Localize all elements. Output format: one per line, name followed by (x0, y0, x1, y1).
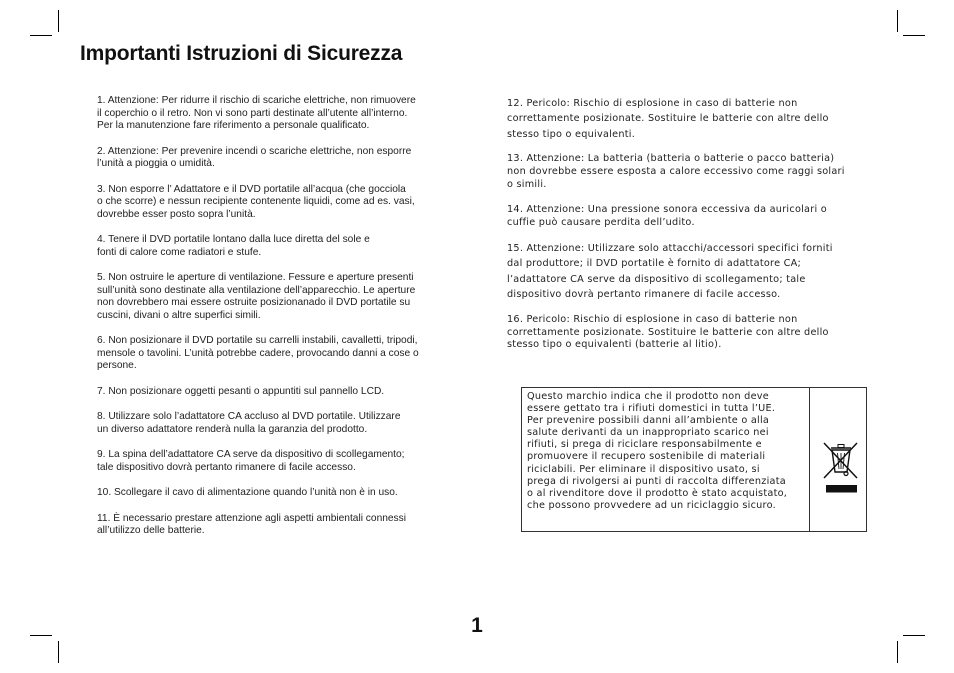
instruction-item: 3. Non esporre l’ Adattatore e il DVD portatile all’acqua (che gocciola o che scorre) e nessun recipiente contenente liquidi, come ad es. vasi, dovrebbe esser posto sopra l’unità. (97, 183, 415, 220)
crossed-out-wheelie-bin-icon (822, 440, 860, 498)
instruction-item: 15. Attenzione: Utilizzare solo attacchi/accessori specifici forniti dal produttore; il DVD portatile è fornito di adattatore CA; l’adattatore CA serve da dispositivo di scollegamento; tale dispositivo dovrà pertanto rimanere di facile accesso. (507, 242, 833, 300)
instruction-item: 10. Scollegare il cavo di alimentazione quando l’unità non è in uso. (97, 487, 398, 499)
page-title: Importanti Istruzioni di Sicurezza (80, 42, 403, 65)
weee-notice-text: Questo marchio indica che il prodotto non deve essere gettato tra i rifiuti domestici in tutta l’UE. Per prevenire possibili danni all’ambiente o alla salute derivanti da un inappropriato scarico nei rifiuti, si prega di riciclare responsabilmente e promuovere il recupero sostenibile di materiali riciclabili. Per eliminare il dispositivo usato, si prega di rivolgersi ai punti di raccolta differenziata o al rivenditore dove il prodotto è stato acquistato, che possono provvedere ad un riciclaggio sicuro. (527, 391, 788, 511)
instruction-item: 13. Attenzione: La batteria (batteria o batterie o pacco batteria) non dovrebbe essere esposta a calore eccessivo come raggi solari o simili. (507, 153, 845, 191)
crop-mark (58, 641, 59, 663)
crop-mark (30, 35, 52, 36)
crop-mark (897, 641, 898, 663)
instruction-item: 11. È necessario prestare attenzione agli aspetti ambientali connessi all’utilizzo delle batterie. (97, 512, 407, 537)
divider (809, 388, 810, 531)
instruction-item: 5. Non ostruire le aperture di ventilazione. Fessure e aperture presenti sull’unità sono destinate alla ventilazione dell’apparecchio. Le aperture non dovrebbero mai essere ostruite posizionanado il DVD portatile su cuscini, divani o altre superfici simili. (97, 272, 416, 321)
instruction-item: 7. Non posizionare oggetti pesanti o appuntiti sul pannello LCD. (97, 385, 385, 397)
instruction-item: 14. Attenzione: Una pressione sonora eccessiva da auricolari o cuffie può causare perdita dell’udito. (507, 203, 827, 228)
page-number: 1 (471, 614, 483, 637)
instruction-item: 2. Attenzione: Per prevenire incendi o scariche elettriche, non esporre l’unità a pioggia o umidità. (97, 145, 412, 170)
safety-instructions-left (97, 95, 459, 551)
instruction-item: 8. Utilizzare solo l’adattatore CA accluso al DVD portatile. Utilizzare un diverso adattatore renderà nulla la garanzia del prodotto. (97, 411, 401, 435)
crop-mark (58, 10, 59, 32)
crop-mark (897, 10, 898, 32)
instruction-item: 1. Attenzione: Per ridurre il rischio di scariche elettriche, non rimuovere il coperchio o il retro. Non vi sono parti destinate all’utente all’interno. Per la manutenzione fare riferimento a personale qualificato. (97, 95, 416, 132)
instruction-item: 4. Tenere il DVD portatile lontano dalla luce diretta del sole e fonti di calore come radiatori e stufe. (97, 234, 370, 258)
instruction-item: 6. Non posizionare il DVD portatile su carrelli instabili, cavalletti, tripodi, mensole o tavolini. L’unità potrebbe cadere, provocando danni a cose o persone. (97, 335, 419, 372)
instruction-item: 12. Pericolo: Rischio di esplosione in caso di batterie non correttamente posizionate. Sostituire le batterie con altre dello stesso tipo o equivalenti. (507, 98, 829, 140)
instruction-item: 9. La spina dell’adattatore CA serve da dispositivo di scollegamento; tale dispositivo dovrà pertanto rimanere di facile accesso. (97, 449, 405, 473)
instruction-item: 16. Pericolo: Rischio di esplosione in caso di batterie non correttamente posizionate. Sostituire le batterie con altre dello stesso tipo o equivalenti (batterie al litio). (507, 313, 829, 351)
safety-instructions-right (507, 96, 872, 364)
crop-mark (903, 35, 925, 36)
weee-disposal-notice (521, 387, 867, 532)
